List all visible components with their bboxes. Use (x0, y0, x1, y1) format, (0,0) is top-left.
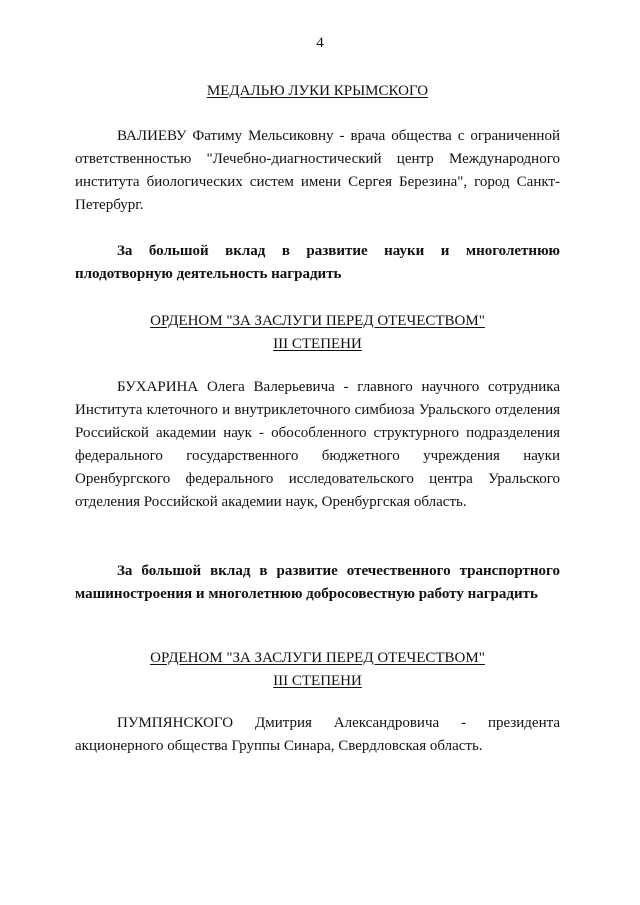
order-heading-1-degree: III СТЕПЕНИ (273, 336, 362, 352)
award-reason-transport: За большой вклад в развитие отечественного транспортного машиностроения и многолетнюю добросовестную работу наградить (75, 563, 560, 602)
award-reason-science: За большой вклад в развитие науки и многолетнюю плодотворную деятельность наградить (75, 243, 560, 282)
order-heading-2-degree: III СТЕПЕНИ (273, 673, 362, 689)
order-heading-2-title: ОРДЕНОМ "ЗА ЗАСЛУГИ ПЕРЕД ОТЕЧЕСТВОМ" (150, 650, 485, 666)
order-heading-2 (75, 647, 560, 693)
order-heading-1 (75, 310, 560, 356)
award-recipient-valieva: ВАЛИЕВУ Фатиму Мельсиковну - врача общества с ограниченной ответственностью "Лечебно-диагностический центр Международного института биологических систем имени Сергея Березина", город Санкт-Петербург. (75, 128, 560, 213)
award-recipient-pumpyansky: ПУМПЯНСКОГО Дмитрия Александровича - президента акционерного общества Группы Синара, Свердловская область. (75, 715, 560, 754)
order-heading-1-title: ОРДЕНОМ "ЗА ЗАСЛУГИ ПЕРЕД ОТЕЧЕСТВОМ" (150, 313, 485, 329)
page-number: 4 (316, 35, 324, 51)
medal-heading: МЕДАЛЬЮ ЛУКИ КРЫМСКОГО (206, 83, 429, 99)
award-recipient-bukharin: БУХАРИНА Олега Валерьевича - главного научного сотрудника Института клеточного и внутриклеточного симбиоза Уральского отделения Российской академии наук - обособленного структурного подразделения федерального государственного бюджетного учреждения науки Оренбургского федерального исследовательского центра Уральского отделения Российской академии наук, Оренбургская область. (75, 379, 560, 510)
